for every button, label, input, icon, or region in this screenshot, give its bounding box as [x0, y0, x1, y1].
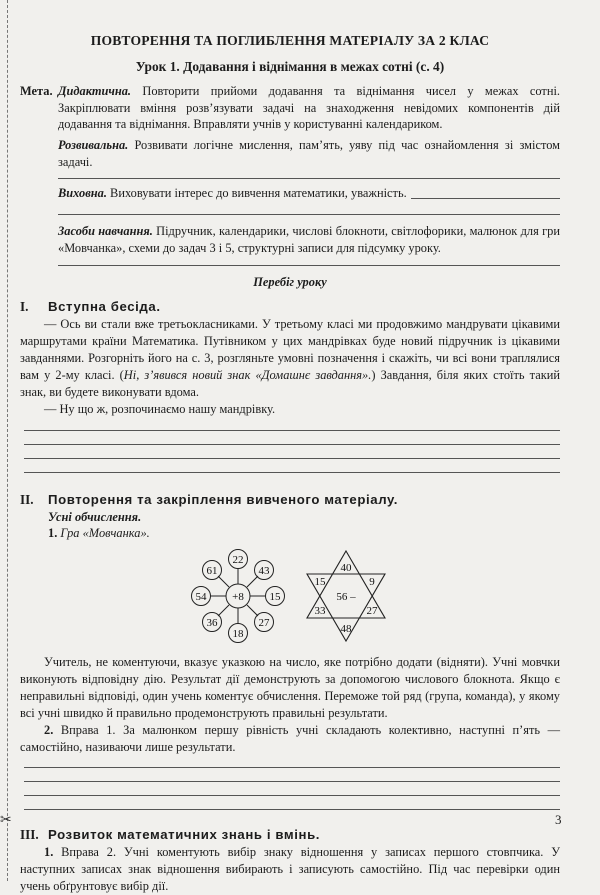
didactic-text: Повторити прийоми додавання та віднімання чисел у межах сотні. Закріплювати вміння розв’язувати задачі на знаходження невідомих компонентів дій додавання та віднімання. Вправляти учнів у користуванні календариком. [58, 83, 560, 132]
blank-line [58, 265, 560, 266]
flower-petal: 36 [206, 617, 218, 630]
flower-diagram [192, 550, 285, 643]
game-num: 1. [48, 526, 58, 541]
section-1-paragraph-2: — Ну що ж, розпочинаємо нашу мандрівку. [44, 401, 276, 416]
blank-line [24, 430, 560, 431]
blank-line [24, 767, 560, 768]
flower-center: +8 [232, 591, 244, 604]
blank-line [24, 809, 560, 810]
tools-text: Підручник, календарики, числові блокноти, світлофорики, малюнок для гри «Мовчанка», схеми до задач 3 і 5, структурні записи для підсумку уроку. [58, 223, 560, 255]
section-3-exercise [20, 844, 560, 895]
page-number: 3 [555, 812, 562, 827]
section-1-title: Вступна бесіда. [48, 299, 161, 315]
developing-label: Розвивальна. [58, 138, 129, 153]
game-figures [20, 548, 560, 644]
flower-petal: 18 [232, 628, 244, 641]
section-1-num: I. [20, 299, 29, 315]
blank-line [58, 214, 560, 215]
section-1-paragraph [20, 316, 560, 400]
blank-line [411, 198, 560, 199]
section-2-heading [20, 491, 560, 509]
section-1-heading [20, 298, 560, 316]
star-point-bottom-left: 33 [314, 605, 326, 618]
didactic-label: Дидактична. [58, 83, 132, 98]
flower-petal: 15 [269, 591, 281, 604]
oral-heading: Усні обчислення. [48, 509, 142, 524]
blank-line [58, 178, 560, 179]
section-1-italic: Ні, з’явився новий знак «Домашнє завдання». [123, 367, 372, 382]
star-center: 56 – [336, 591, 356, 604]
star-diagram [307, 551, 385, 641]
exercise-num: 2. [44, 722, 54, 737]
section-2-exercise [20, 722, 560, 756]
section-2-title: Повторення та закріплення вивченого матеріалу. [48, 491, 399, 507]
blank-line [24, 444, 560, 445]
goal-educational [20, 185, 560, 202]
lesson-title: Урок 1. Додавання і віднімання в межах сотні (с. 4) [135, 59, 445, 75]
flower-petal: 54 [195, 591, 207, 604]
scissors-icon: ✂ [0, 813, 12, 828]
star-point-bottom: 48 [340, 623, 352, 636]
tools-label: Засоби навчання. [58, 223, 153, 238]
game-heading [20, 525, 560, 542]
flower-petal: 27 [258, 617, 270, 630]
goal-tools [20, 223, 560, 257]
section-2-paragraph: Учитель, не коментуючи, вказує указкою на число, яке потрібно додати (відняти). Учні мовчки виконують відповідну дію. Результат дії демонструють за допомогою числового блокнота. Якщо є неправильні відповіді, один учень коментує обчислення. Переможе той ряд (група, команда), у якому всі учні швидко й правильно продемонструють правильні результати. [20, 655, 560, 720]
exercise-text: Вправа 1. За малюнком першу рівність учні складають колективно, наступні п’ять — самостійно, називаючи лише результати. [20, 722, 560, 754]
developing-text: Розвивати логічне мислення, пам’ять, уяву під час ознайомлення зі змістом задачі. [58, 138, 560, 170]
flower-petal: 43 [258, 565, 270, 578]
exercise-text: Вправа 2. Учні коментують вибір знаку відношення у записах першого стовпчика. У наступних записах знак відношення вибирають і записують самостійно. Під час перевірки один учень обґрунтовує вибір дії. [20, 845, 560, 894]
game-diagrams [20, 548, 560, 644]
educational-text: Виховувати інтерес до вивчення математики, уважність. [106, 186, 407, 200]
star-point-right: 9 [369, 576, 375, 589]
goal-developing [20, 137, 560, 171]
star-point-bottom-right: 27 [366, 605, 378, 618]
game-name: Гра «Мовчанка». [60, 526, 150, 541]
star-point-left: 15 [314, 576, 326, 589]
section-3-num: III. [20, 827, 39, 843]
section-1-text: — Ось ви стали вже третьокласниками. У третьому класі ми продовжимо мандрувати цікавими маршрутами країни Математика. Путівником у цих мандрівках буде новий підручник із цікавими завданнями. Розгорніть його на с. 3, розгляньте умовні позначення і скажіть, чи всі вони траплялися вам у 2-му класі. ( [20, 317, 560, 382]
blank-line [24, 781, 560, 782]
flower-petal: 61 [206, 565, 218, 578]
course-title: Перебіг уроку [253, 274, 327, 289]
blank-line [24, 472, 560, 473]
blank-line [24, 795, 560, 796]
section-1-text-end: ) Завдання, біля яких стоїть такий знак, ви будете виконувати вдома. [20, 367, 560, 399]
cut-line [7, 0, 8, 881]
educational-label: Виховна. [58, 186, 107, 200]
star-point-top: 40 [340, 562, 352, 575]
goal-label: Мета. [20, 83, 53, 98]
section-3-heading [20, 826, 560, 844]
page-title: ПОВТОРЕННЯ ТА ПОГЛИБЛЕННЯ МАТЕРІАЛУ ЗА 2 КЛАС [90, 33, 490, 48]
exercise-num: 1. [44, 845, 54, 860]
section-2-num: II. [20, 491, 34, 507]
goal-didactic [58, 83, 560, 134]
goal-block [20, 83, 560, 134]
blank-line [24, 458, 560, 459]
section-3-title: Розвиток математичних знань і вмінь. [48, 827, 321, 843]
flower-petal: 22 [232, 554, 244, 567]
content [20, 32, 560, 895]
